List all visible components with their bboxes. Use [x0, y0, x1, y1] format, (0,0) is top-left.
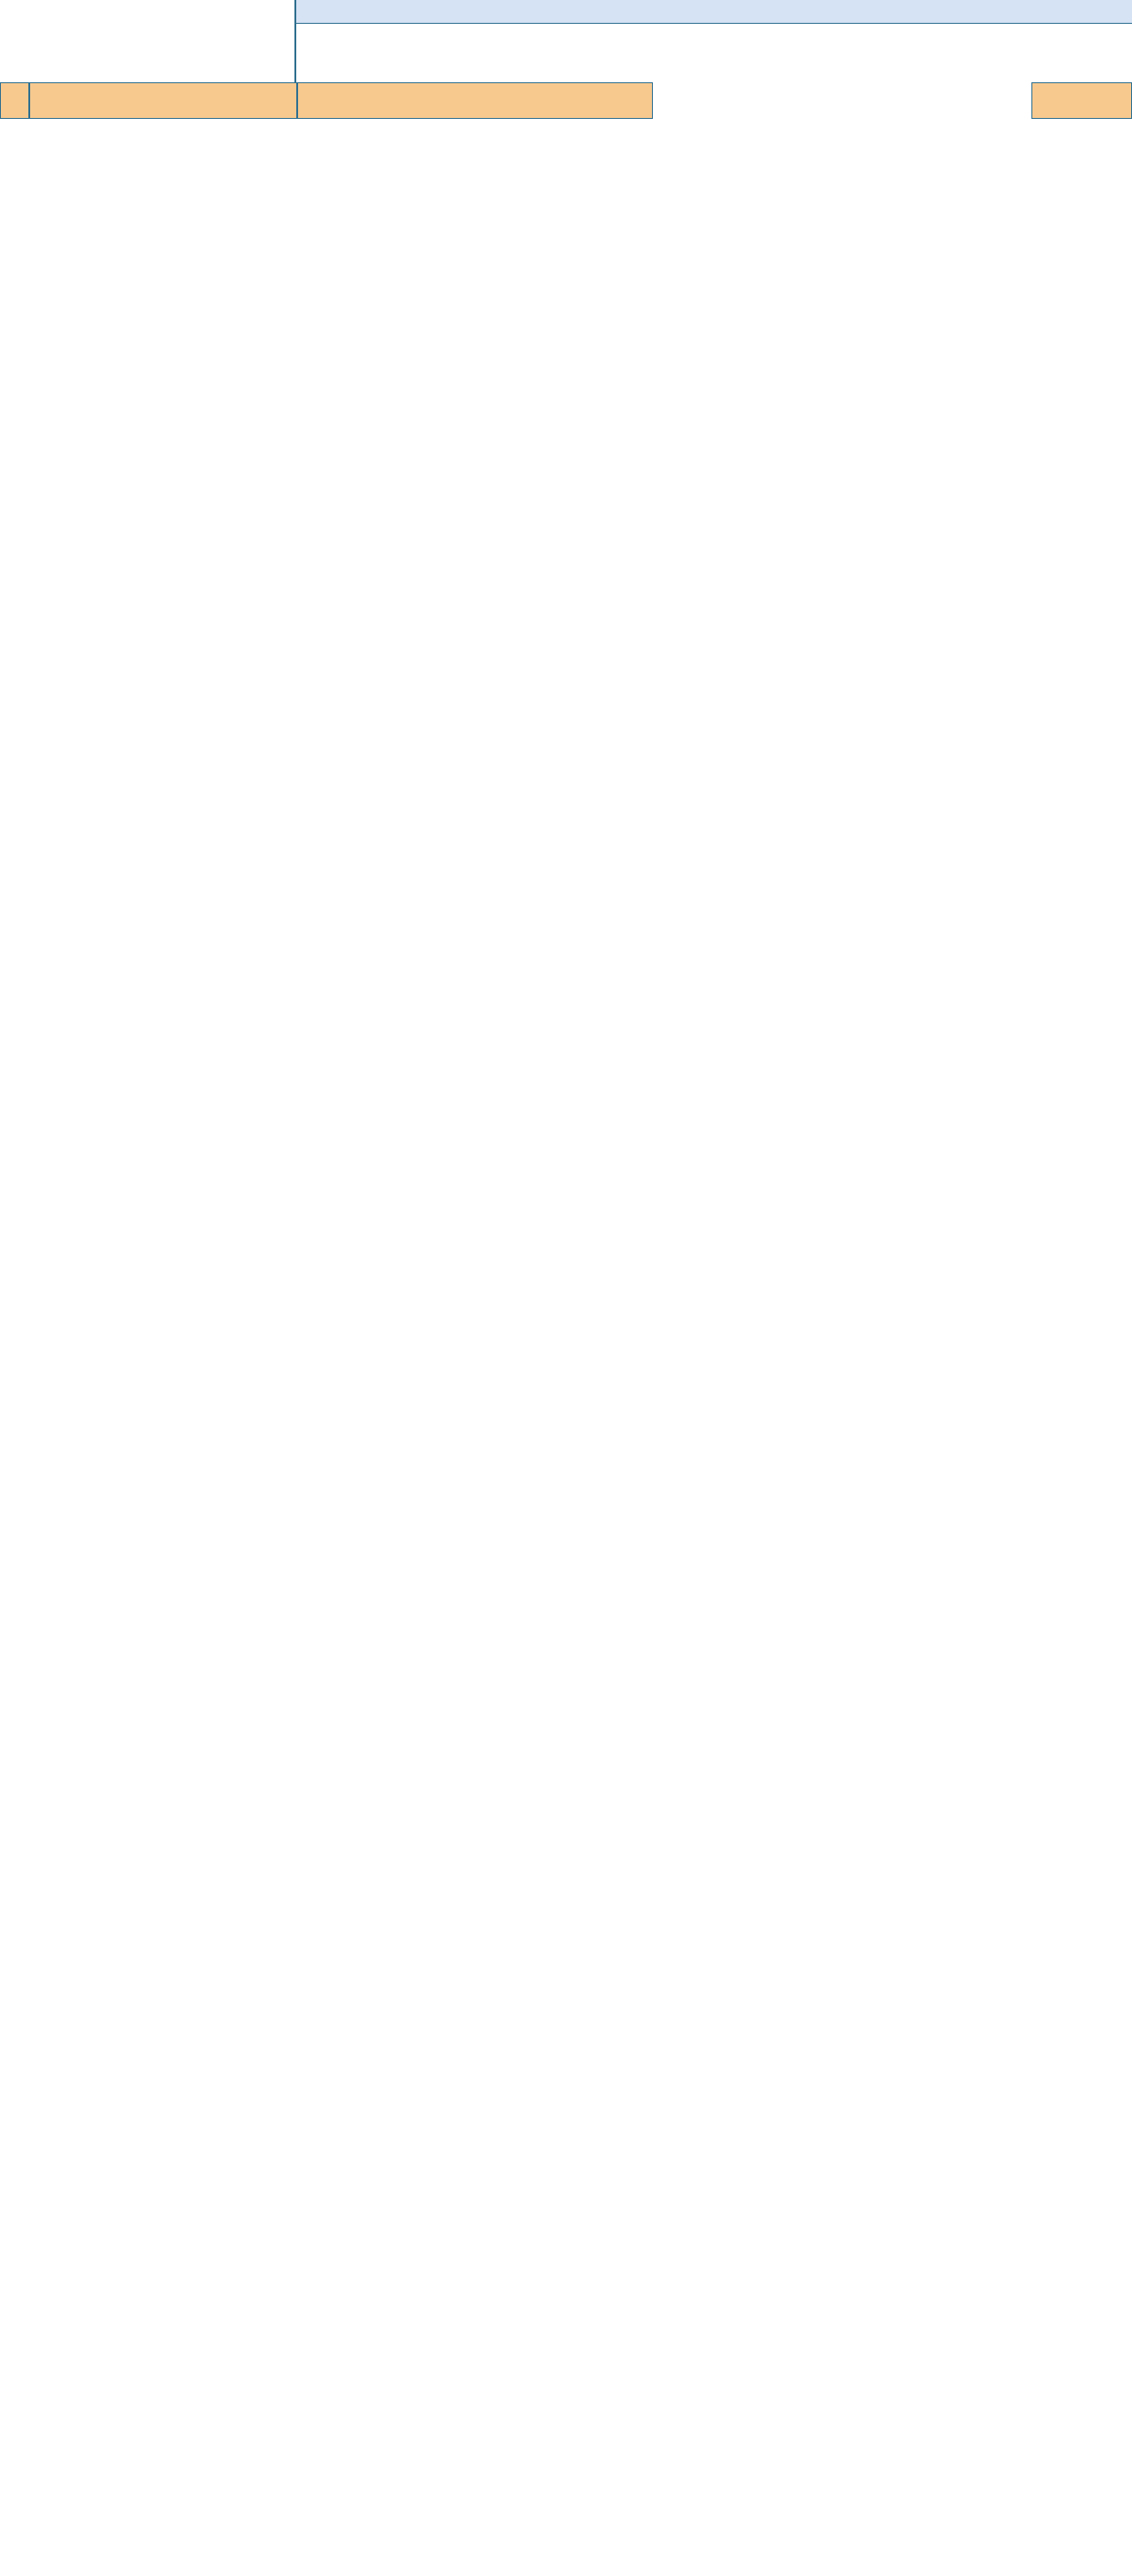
column-header-tt: [0, 82, 29, 119]
column-header-member: [29, 82, 297, 119]
column-header-total: [1031, 82, 1132, 119]
result-header-row: [653, 101, 1031, 119]
day-header-row: [653, 82, 1031, 101]
site-logo[interactable]: [0, 0, 296, 82]
page-title: [296, 24, 1132, 82]
page-subtitle: [296, 0, 1132, 24]
column-header-dan: [297, 82, 653, 119]
